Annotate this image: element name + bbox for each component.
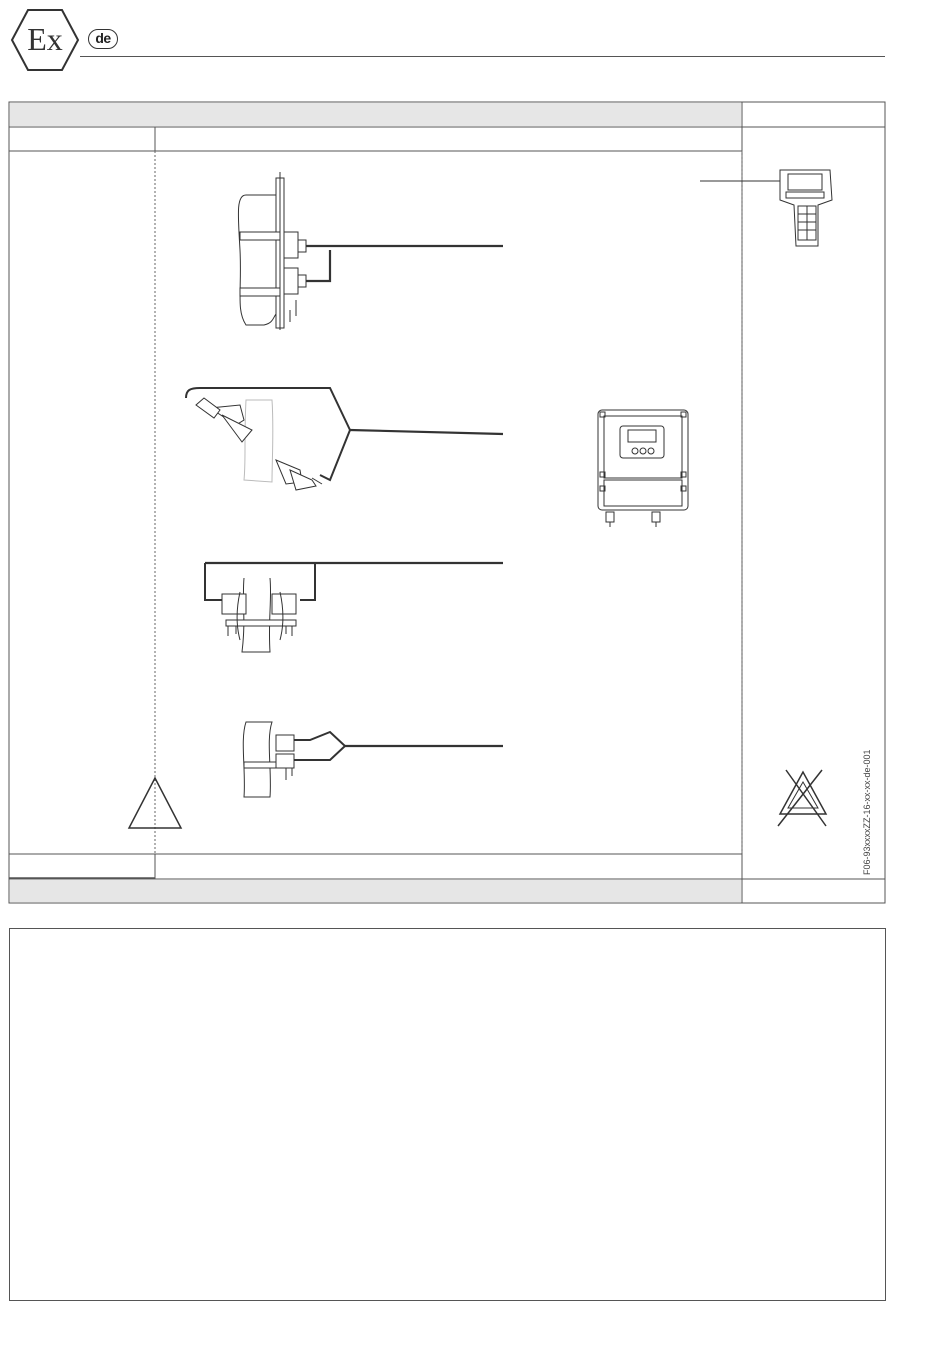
transmitter-housing-icon xyxy=(598,410,688,527)
de-badge: de xyxy=(88,29,118,49)
sensor-pair-angled-icon xyxy=(186,388,503,490)
crossed-out-symbol-icon xyxy=(778,770,826,826)
ex-logo-text: Ex xyxy=(27,21,63,57)
sensor-pair-opposed-clamp-icon xyxy=(205,563,503,652)
table-frame xyxy=(9,102,885,903)
header-band xyxy=(10,103,741,126)
footer-band xyxy=(10,880,741,902)
sensor-pair-vertical-clamp-icon xyxy=(238,172,503,330)
sensor-pair-y-cable-icon xyxy=(243,722,503,797)
handheld-terminal-icon xyxy=(700,170,832,246)
content-frame xyxy=(9,928,886,1301)
